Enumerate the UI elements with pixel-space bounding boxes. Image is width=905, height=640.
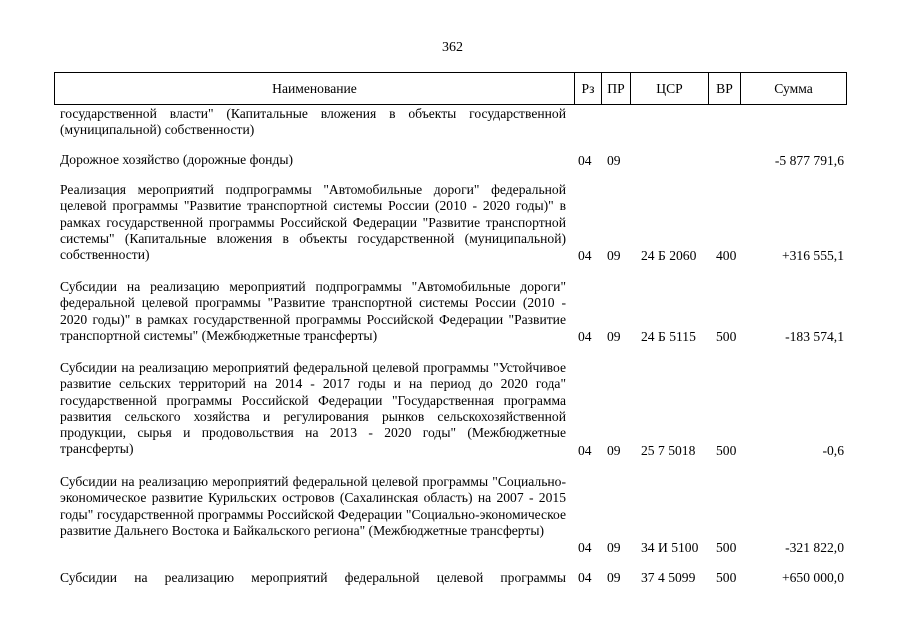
table-row — [0, 360, 905, 459]
row-sum: -321 822,0 — [785, 539, 844, 555]
row-name: Субсидии на реализацию мероприятий федеральной целевой программы — [60, 570, 566, 585]
row-pr: 09 — [607, 442, 621, 458]
row-sum: +316 555,1 — [781, 247, 844, 263]
row-csr: 24 Б 5115 — [641, 328, 696, 344]
row-rz: 04 — [578, 328, 592, 344]
row-sum: -5 877 791,6 — [774, 152, 844, 168]
header-name: Наименование — [272, 81, 357, 96]
header-rz: Рз — [574, 73, 601, 104]
row-csr: 34 И 5100 — [641, 539, 699, 555]
row-sum: -0,6 — [822, 442, 844, 458]
row-csr: 37 4 5099 — [641, 570, 696, 585]
row-name: Субсидии на реализацию мероприятий федеральной целевой программы "Устойчивое развитие сельских территорий на 2014 - 2017 годы и на период до 2020 года" государственной программы Российской Федерации "Государственная программа развития сельского хозяйства и регулирования рынков сельскохозяйственной продукции, сырья и продовольствия на 2013 - 2020 годы" (Межбюджетные трансферты) — [60, 360, 566, 457]
row-name: Реализация мероприятий подпрограммы "Автомобильные дороги" федеральной целевой программы "Развитие транспортной системы России (2010 - 2020 годы)" в рамках государственной программы Российской Федерации "Развитие транспортной системы" (Капитальные вложения в объекты государственной (муниципальной) собственности) — [60, 182, 566, 263]
page-number: 362 — [442, 40, 463, 55]
row-pr: 09 — [607, 328, 621, 344]
row-sum: -183 574,1 — [785, 328, 844, 344]
table-row — [0, 279, 905, 345]
row-vr: 400 — [716, 247, 737, 263]
row-pr: 09 — [607, 247, 621, 263]
row-pr: 09 — [607, 570, 621, 585]
row-rz: 04 — [578, 247, 592, 263]
table-header — [54, 72, 847, 105]
row-pr: 09 — [607, 539, 621, 555]
row-csr: 24 Б 2060 — [641, 247, 697, 263]
table-row — [0, 106, 905, 139]
row-name: Субсидии на реализацию мероприятий подпрограммы "Автомобильные дороги" федеральной целевой программы "Развитие транспортной системы России (2010 - 2020 годы)" в рамках государственной программы Российской Федерации "Развитие транспортной системы" (Межбюджетные трансферты) — [60, 279, 566, 343]
table-row — [0, 570, 905, 587]
row-vr: 500 — [716, 442, 737, 458]
row-rz: 04 — [578, 570, 592, 585]
row-name: государственной власти" (Капитальные вложения в объекты государственной (муниципальной) собственности) — [60, 106, 566, 138]
row-rz: 04 — [578, 152, 592, 168]
row-name: Дорожное хозяйство (дорожные фонды) — [60, 152, 294, 167]
header-csr: ЦСР — [630, 73, 708, 104]
table-row — [0, 474, 905, 556]
header-vr: ВР — [708, 73, 740, 104]
row-pr: 09 — [607, 152, 621, 168]
row-vr: 500 — [716, 539, 737, 555]
row-rz: 04 — [578, 539, 592, 555]
table-row — [0, 152, 905, 169]
table-row — [0, 182, 905, 264]
row-vr: 500 — [716, 328, 737, 344]
row-name: Субсидии на реализацию мероприятий федеральной целевой программы "Социально-экономическое развитие Курильских островов (Сахалинская область) на 2007 - 2015 годы" государственной программы Российской Федерации "Социально-экономическое развитие Дальнего Востока и Байкальского региона" (Межбюджетные трансферты) — [60, 474, 566, 538]
row-csr: 25 7 5018 — [641, 442, 696, 458]
row-vr: 500 — [716, 570, 737, 585]
row-sum: +650 000,0 — [781, 570, 844, 585]
header-pr: ПР — [601, 73, 630, 104]
header-sum: Сумма — [740, 73, 846, 104]
row-rz: 04 — [578, 442, 592, 458]
